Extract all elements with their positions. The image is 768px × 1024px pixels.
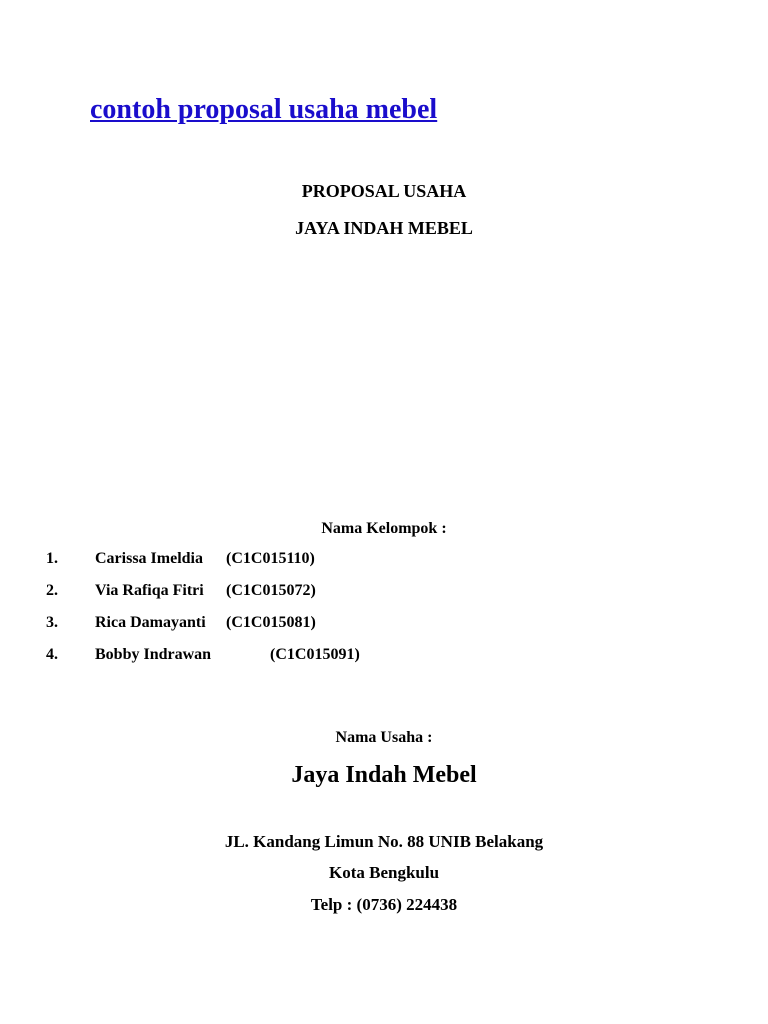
member-number: 3. xyxy=(46,614,58,631)
member-name: Bobby Indrawan xyxy=(95,646,212,663)
member-nim: (C1C015072) xyxy=(226,582,316,599)
member-name: Carissa Imeldia xyxy=(95,550,203,567)
member-number: 1. xyxy=(46,550,58,567)
member-number: 4. xyxy=(46,646,58,663)
member-nim: (C1C015091) xyxy=(270,646,360,663)
document-title-link[interactable]: contoh proposal usaha mebel xyxy=(90,94,438,125)
member-list-item xyxy=(0,646,768,670)
business-name-label: Nama Usaha : xyxy=(335,729,433,746)
member-list-item xyxy=(0,614,768,638)
group-label: Nama Kelompok : xyxy=(321,520,447,537)
member-nim: (C1C015081) xyxy=(226,614,316,631)
member-number: 2. xyxy=(46,582,58,599)
business-name: Jaya Indah Mebel xyxy=(291,762,477,788)
phone-line: Telp : (0736) 224438 xyxy=(310,895,458,914)
member-name: Via Rafiqa Fitri xyxy=(95,582,204,599)
member-list-item xyxy=(0,550,768,574)
business-title: JAYA INDAH MEBEL xyxy=(295,218,473,238)
city-line: Kota Bengkulu xyxy=(328,863,440,882)
member-nim: (C1C015110) xyxy=(226,550,315,567)
member-list-item xyxy=(0,582,768,606)
proposal-title: PROPOSAL USAHA xyxy=(301,181,467,201)
address-line: JL. Kandang Limun No. 88 UNIB Belakang xyxy=(224,832,544,851)
member-name: Rica Damayanti xyxy=(95,614,206,631)
